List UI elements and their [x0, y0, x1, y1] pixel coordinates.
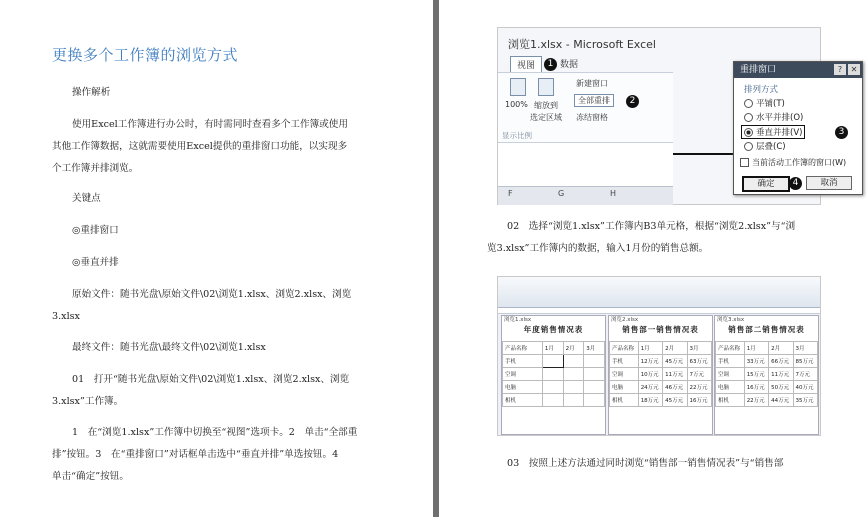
table-cell: 空调: [610, 368, 639, 381]
workbook-pane-2: [608, 315, 713, 435]
zoom-selection-label[interactable]: 选定区域: [530, 113, 562, 122]
workbook-name: 浏览2.xlsx: [611, 317, 639, 323]
radio-label: 层叠(C): [756, 142, 786, 152]
right-page: [439, 0, 867, 517]
sheet-title: 销售部一销售情况表: [622, 325, 699, 334]
table-header: 3月: [584, 342, 605, 355]
column-header: F: [508, 189, 513, 198]
table-cell[interactable]: [584, 355, 605, 368]
table-cell: 63万元: [687, 355, 711, 368]
step-01-line: 01 打开“随书光盘\原始文件\02\浏览1.xlsx、浏览2.xlsx、浏览: [72, 374, 350, 385]
table-cell[interactable]: [542, 394, 563, 407]
cancel-button[interactable]: 取消: [806, 176, 852, 190]
freeze-panes-button[interactable]: 冻结窗格: [576, 113, 608, 122]
table-header: 3月: [793, 342, 817, 355]
sales-table: [715, 341, 818, 407]
table-cell: 45万元: [663, 394, 687, 407]
workbook-name: 浏览3.xlsx: [717, 317, 745, 323]
table-cell: 11万元: [769, 368, 793, 381]
table-cell: 33万元: [744, 355, 768, 368]
original-file-note: [52, 284, 382, 328]
table-cell[interactable]: [563, 368, 584, 381]
arrange-all-button[interactable]: 全部重排: [574, 94, 614, 107]
callout-4: 4: [789, 177, 802, 190]
table-cell: 12万元: [638, 355, 662, 368]
table-cell[interactable]: [542, 381, 563, 394]
step-01-line: 3.xlsx”工作簿。: [52, 396, 124, 407]
radio-vertical[interactable]: [741, 125, 805, 139]
table-cell: 35万元: [793, 394, 817, 407]
intro-line: 个工作簿并排浏览。: [52, 163, 139, 174]
new-window-button[interactable]: 新建窗口: [576, 79, 608, 88]
table-cell: 手机: [503, 355, 543, 368]
help-icon[interactable]: ?: [834, 64, 846, 75]
table-cell: 18万元: [638, 394, 662, 407]
table-cell: 10万元: [638, 368, 662, 381]
table-header: 2月: [769, 342, 793, 355]
table-cell: 手机: [610, 355, 639, 368]
arrange-section-label: 排列方式: [744, 85, 779, 95]
figure-arrange-windows: [497, 27, 858, 205]
zoom-selection-label[interactable]: 缩放到: [534, 101, 558, 110]
column-header: G: [558, 189, 565, 198]
formula-bar: [498, 308, 820, 314]
zoom-selection-icon[interactable]: [538, 78, 554, 96]
step-01: [52, 369, 382, 413]
step-02: [487, 216, 859, 260]
excel-window-title: 浏览1.xlsx - Microsoft Excel: [508, 38, 656, 51]
table-header: 1月: [744, 342, 768, 355]
table-cell[interactable]: [584, 381, 605, 394]
table-cell: 50万元: [769, 381, 793, 394]
tab-data[interactable]: 数据: [560, 60, 579, 70]
table-cell: 46万元: [663, 381, 687, 394]
table-cell: 相机: [610, 394, 639, 407]
keypoint-item: ◎垂直并排: [72, 257, 119, 268]
instruction-line: 排”按钮。3 在“重排窗口”对话框单击选中“垂直并排”单选按钮。4: [52, 449, 339, 460]
table-cell: 44万元: [769, 394, 793, 407]
table-cell: 空调: [503, 368, 543, 381]
radio-horizontal[interactable]: [744, 111, 803, 123]
step-02-line: 02 选择“浏览1.xlsx”工作簿内B3单元格，根据“浏览2.xlsx”与“浏: [507, 221, 796, 232]
keypoint-item: ◎重排窗口: [72, 225, 119, 236]
original-file-line: 3.xlsx: [52, 311, 80, 322]
dialog-controls: [834, 64, 860, 75]
radio-tile[interactable]: [744, 97, 785, 109]
section-heading-keypoints: 关键点: [72, 193, 101, 204]
intro-line: 使用Excel工作簿进行办公时，有时需同时查看多个工作簿或使用: [72, 119, 348, 130]
callout-1: 1: [544, 58, 557, 71]
table-cell: 16万元: [744, 381, 768, 394]
column-header: H: [610, 189, 617, 198]
zoom-icon[interactable]: [510, 78, 526, 96]
workbook-name: 浏览1.xlsx: [504, 317, 532, 323]
table-cell[interactable]: [584, 394, 605, 407]
step-02-line: 览3.xlsx”工作簿内的数据，输入1月份的销售总额。: [487, 243, 709, 254]
checkbox-active-workbook[interactable]: [740, 157, 846, 168]
table-cell: 66万元: [769, 355, 793, 368]
column-header-bar: [498, 186, 673, 205]
sheet-area: [498, 142, 673, 187]
page-title: 更换多个工作簿的浏览方式: [52, 46, 239, 64]
workbook-pane-1: [501, 315, 606, 435]
radio-label: 水平并排(O): [756, 113, 804, 123]
table-cell: 7万元: [793, 368, 817, 381]
table-header: 1月: [638, 342, 662, 355]
table-cell: 电脑: [716, 381, 745, 394]
checkbox-label: 当前活动工作簿的窗口(W): [752, 158, 847, 167]
table-cell-selected[interactable]: [542, 355, 563, 368]
table-header: 产品名称: [503, 342, 543, 355]
table-cell: 22万元: [744, 394, 768, 407]
left-page: [0, 0, 433, 517]
dialog-titlebar: [734, 62, 862, 78]
sales-table: [609, 341, 712, 407]
table-header: 3月: [687, 342, 711, 355]
table-cell[interactable]: [542, 368, 563, 381]
table-cell: 手机: [716, 355, 745, 368]
tab-view[interactable]: 视图: [510, 56, 542, 73]
step-03-line: 03 按照上述方法通过同时浏览“销售部一销售情况表”与“销售部: [507, 458, 784, 469]
group-label-zoom: 显示比例: [502, 131, 532, 140]
radio-cascade[interactable]: [744, 140, 786, 152]
arrange-windows-dialog: [733, 61, 863, 195]
table-cell: 15万元: [744, 368, 768, 381]
table-cell: 45万元: [663, 355, 687, 368]
sheet-title: 销售部二销售情况表: [728, 325, 805, 334]
mini-ribbon: [498, 277, 820, 308]
step-03: [487, 453, 859, 475]
table-header: 2月: [663, 342, 687, 355]
dialog-title: 重排窗口: [740, 65, 777, 75]
table-cell: 40万元: [793, 381, 817, 394]
sales-table: [502, 341, 605, 407]
table-cell: 空调: [716, 368, 745, 381]
table-cell[interactable]: [584, 368, 605, 381]
table-cell: 电脑: [503, 381, 543, 394]
table-header: 产品名称: [610, 342, 639, 355]
intro-line: 其他工作簿数据，这就需要使用Excel提供的重排窗口功能，以实现多: [52, 141, 348, 152]
table-cell: 7万元: [687, 368, 711, 381]
table-cell: 24万元: [638, 381, 662, 394]
sheet-title: 年度销售情况表: [523, 325, 584, 334]
close-icon[interactable]: ✕: [848, 64, 860, 75]
radio-icon: [744, 99, 753, 108]
figure-side-by-side-workbooks: [497, 276, 821, 436]
table-cell[interactable]: [563, 355, 584, 368]
workbook-pane-3: [714, 315, 819, 435]
table-cell: 85万元: [793, 355, 817, 368]
table-cell: 电脑: [610, 381, 639, 394]
callout-2: 2: [626, 95, 639, 108]
radio-label: 平铺(T): [756, 99, 785, 109]
radio-icon: [744, 113, 753, 122]
intro-paragraph: [52, 114, 382, 180]
table-cell[interactable]: [563, 381, 584, 394]
table-cell: 11万元: [663, 368, 687, 381]
radio-selected-icon: [744, 128, 753, 137]
table-header: 2月: [563, 342, 584, 355]
instruction-line: 1 在“浏览1.xlsx”工作簿中切换至“视图”选项卡。2 单击“全部重: [72, 427, 358, 438]
table-cell: 相机: [716, 394, 745, 407]
section-heading-analysis: 操作解析: [72, 87, 111, 98]
callout-3: 3: [835, 126, 848, 139]
radio-label: 垂直并排(V): [756, 128, 803, 138]
instruction-line: 单击“确定”按钮。: [52, 471, 129, 482]
checkbox-icon: [740, 158, 749, 167]
table-cell: 相机: [503, 394, 543, 407]
table-header: 1月: [542, 342, 563, 355]
original-file-line: 原始文件：随书光盘\原始文件\02\浏览1.xlsx、浏览2.xlsx、浏览: [72, 289, 352, 300]
radio-icon: [744, 142, 753, 151]
ok-button[interactable]: 确定: [742, 176, 790, 192]
zoom-level[interactable]: 100%: [505, 100, 528, 109]
table-cell: 22万元: [687, 381, 711, 394]
instructions-paragraph: [52, 422, 382, 488]
final-file-note: 最终文件：随书光盘\最终文件\02\浏览1.xlsx: [72, 342, 266, 353]
table-cell[interactable]: [563, 394, 584, 407]
table-cell: 16万元: [687, 394, 711, 407]
table-header: 产品名称: [716, 342, 745, 355]
connector-arrow: [673, 153, 733, 155]
